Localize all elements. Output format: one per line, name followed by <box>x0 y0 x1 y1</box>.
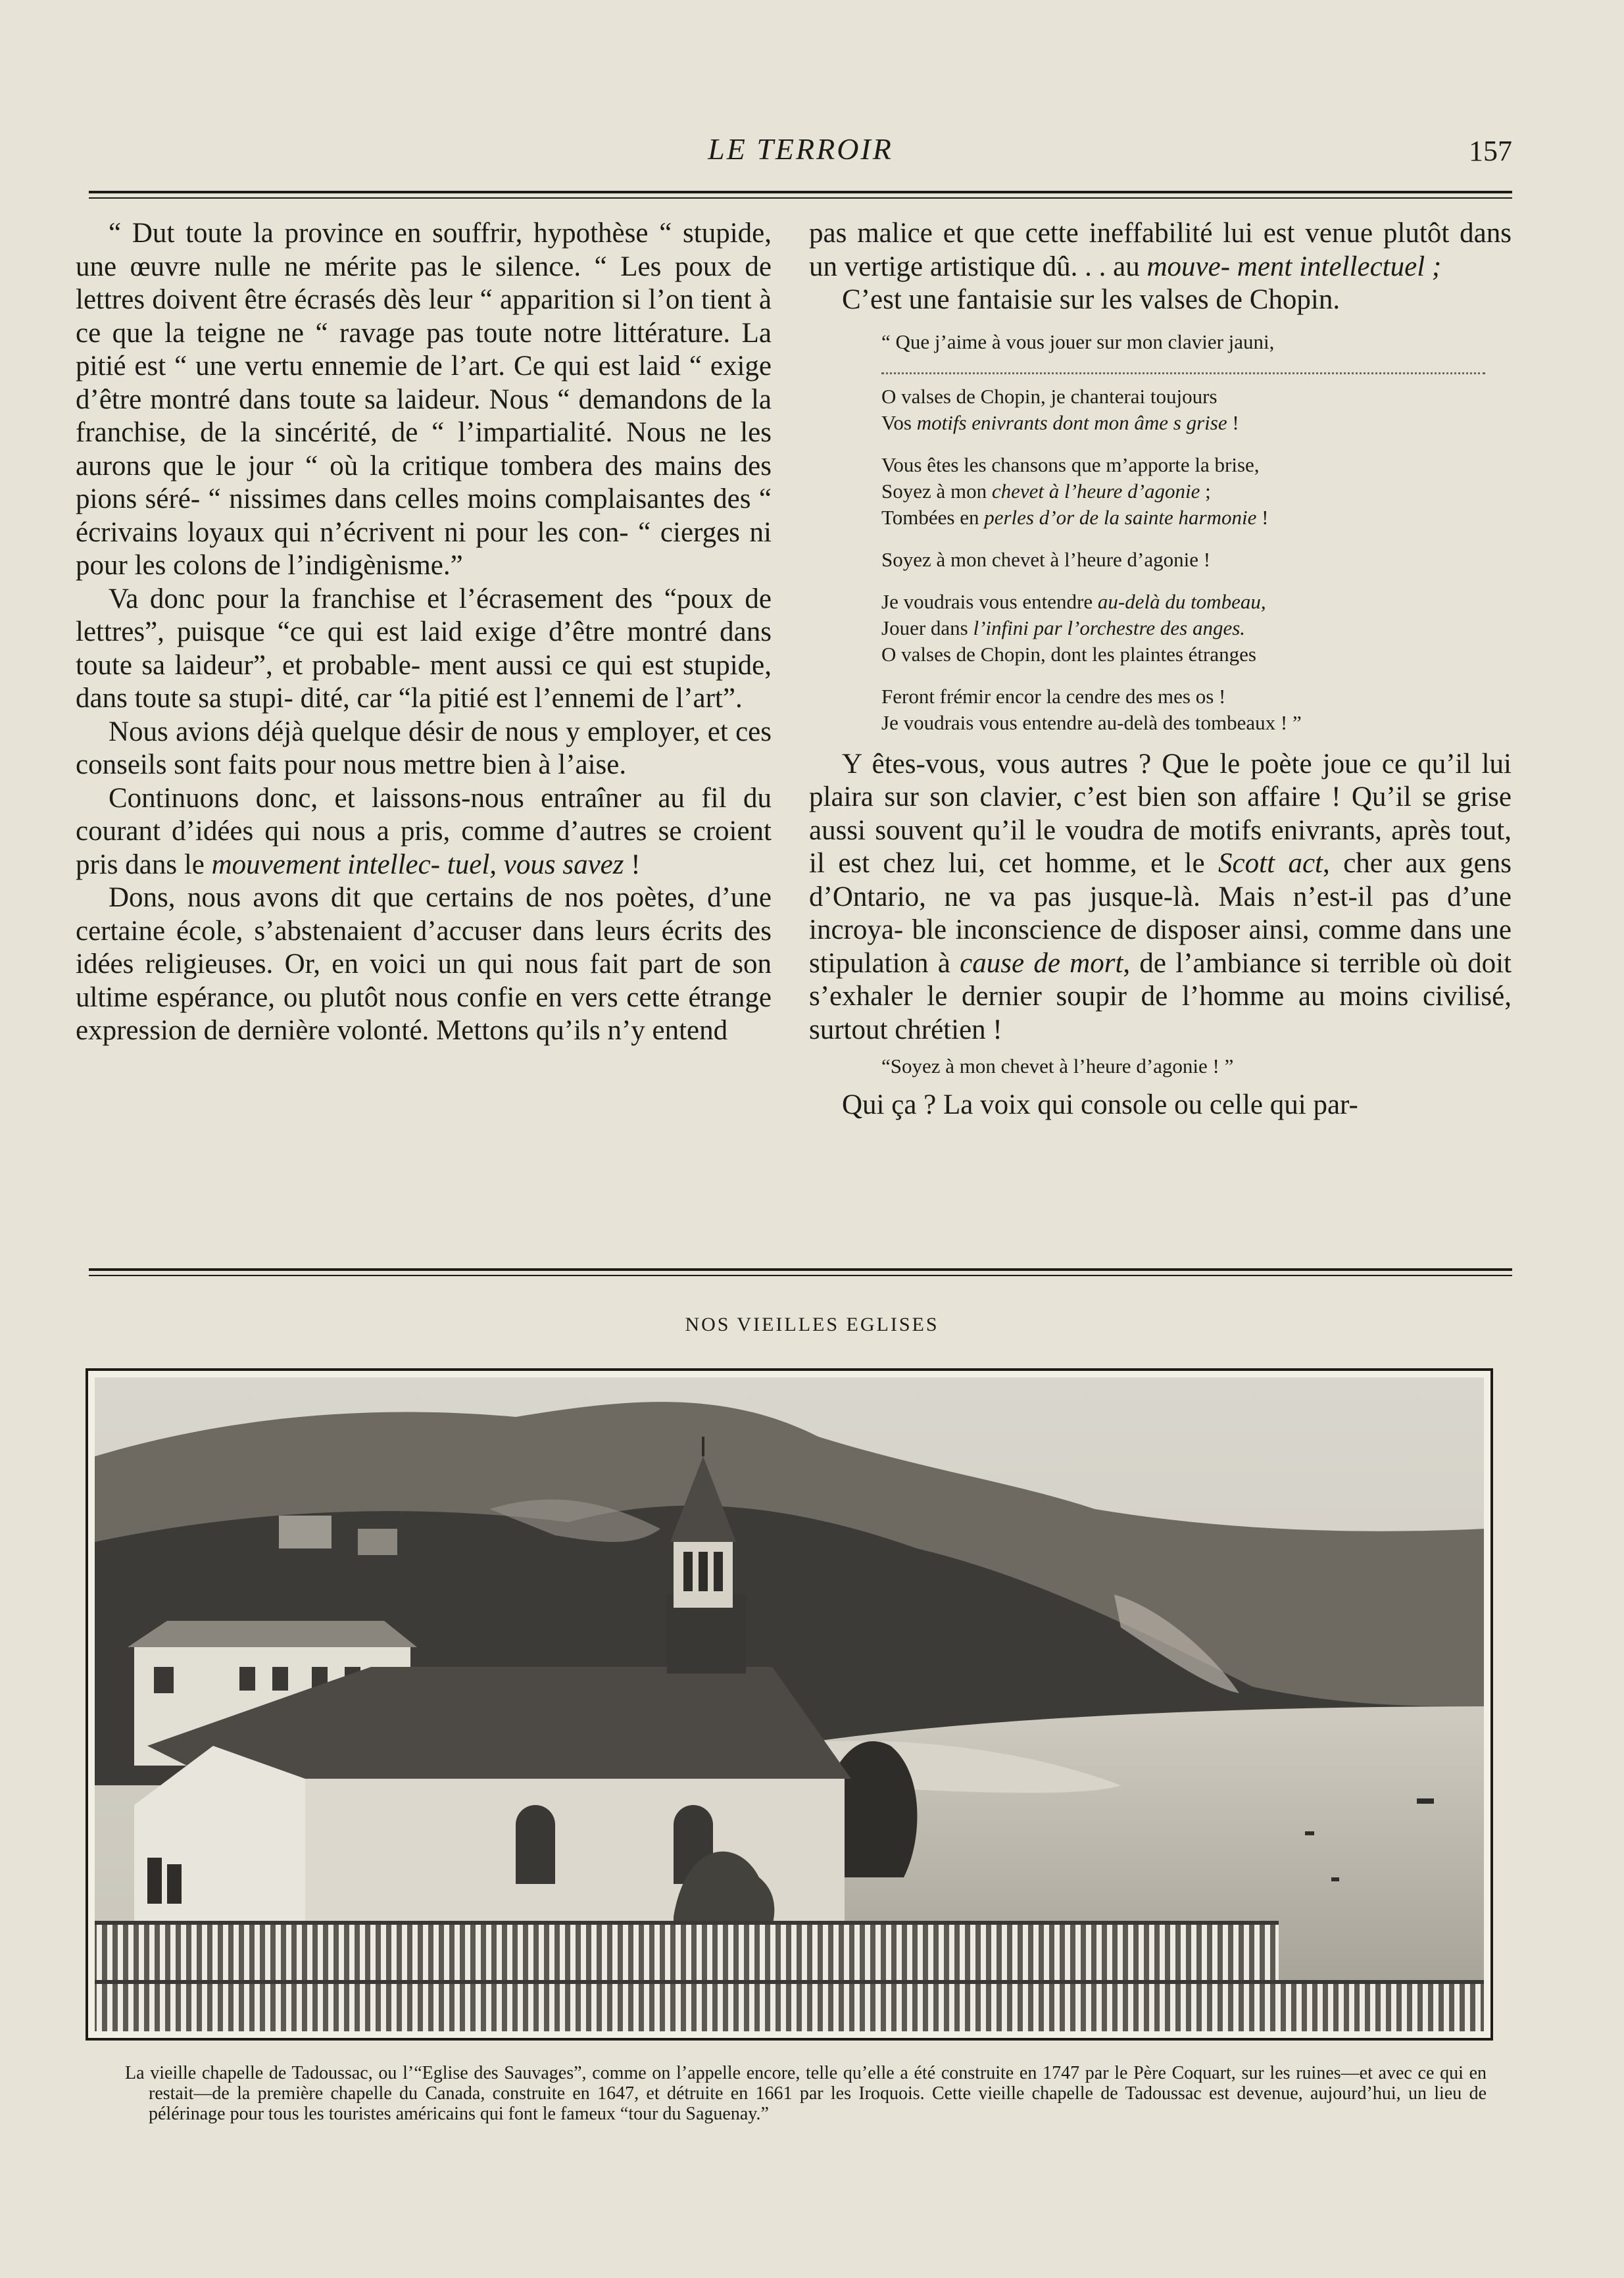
ellipsis-dotted-line <box>881 359 1485 374</box>
italic-text: Scott act <box>1218 848 1323 879</box>
text-run: ! <box>1256 505 1269 529</box>
poem-line: Feront frémir encor la cendre des mes os ! <box>881 684 1226 708</box>
section-rule <box>89 1268 1512 1276</box>
italic-text: mouvement intellec- tuel, vous savez <box>211 849 624 880</box>
text-run: Jouer dans <box>881 616 973 639</box>
paragraph <box>809 748 1512 1047</box>
text-run: ! <box>1227 410 1239 434</box>
running-head <box>89 132 1512 171</box>
text-run: ! <box>624 849 641 880</box>
text-run: ; <box>1200 479 1211 503</box>
italic-text: cause de mort <box>960 947 1123 979</box>
poem-stanza <box>881 589 1512 668</box>
text-run: Y êtes-vous, vous autres ? Que le poète joue ce qu’il lui plaira sur son clavier, c’est bien son affaire ! Qu’il se grise aussi souvent qu’il le voudra de motifs enivrants, après tout, il est chez lui, cet homme, et le <box>809 748 1512 879</box>
caption-text: La vieille chapelle de Tadoussac, ou l’“Eglise des Sauvages”, comme on l’appelle encore, telle qu’elle a été construite en 1747 par le Père Coquart, sur les ruines—et avec ce qui en restait—de la première chapelle du Canada, construite en 1647, et détruite en 1661 par les Iroquois. Cette vieille chapelle de Tadoussac est devenue, aujourd’hui, un lieu de pélérinage pour tous les touristes américains qui font le fameux “tour du Saguenay.” <box>125 2063 1487 2124</box>
poem-line <box>881 589 1512 615</box>
poem-stanza <box>881 384 1512 436</box>
poem-line <box>881 615 1512 641</box>
photo-frame <box>86 1368 1493 2041</box>
italic-text: chevet à l’heure d’agonie <box>991 479 1200 503</box>
text-run: , cher aux gens d’Ontario, ne va pas jusque-là. Mais n’est-il pas d’une incroya- ble inconscience de disposer ainsi, comme dans une stipulation à <box>809 848 1512 979</box>
italic-text: perles d’or de la sainte harmonie <box>984 505 1257 529</box>
poem-stanza <box>881 683 1512 736</box>
header-rule <box>89 191 1512 199</box>
poem-line: O valses de Chopin, je chanterai toujours <box>881 384 1218 408</box>
italic-text: l’infini par l’orchestre des anges. <box>973 616 1246 639</box>
poem <box>881 329 1512 736</box>
text-run: Je voudrais vous entendre <box>881 589 1098 613</box>
page-number: 157 <box>1469 135 1512 167</box>
quoted-verse: “Soyez à mon chevet à l’heure d’agonie ! ” <box>881 1054 1234 1077</box>
paragraph <box>809 217 1512 284</box>
poem-line <box>881 410 1512 436</box>
quoted-passage: “ Dut toute la province en souffrir, hypothèse “ stupide, une œuvre nulle ne mérite pas le silence. “ Les poux de lettres doivent être écrasés dès leur “ apparition si l’on tient à ce que la teigne ne “ ravage pas toute notre littérature. La pitié est “ une vertu ennemie de l’art. Ce qui est laid “ exige d’être montré dans toute sa laideur. Nous “ demandons de la franchise, de la sincérité, de “ l’impartialité. Nous ne les aurons que le jour “ où la critique tombera des mains des pions séré- “ nissimes dans celles moins complaisantes des “ écrivains loyaux qui n’écrivent ni pour les con- “ cierges ni pour les colons de l’indigènisme.” <box>76 218 772 581</box>
poem-line: O valses de Chopin, dont les plaintes étranges <box>881 642 1256 666</box>
italic-text: motifs enivrants dont mon âme s grise <box>916 410 1227 434</box>
journal-title: LE TERROIR <box>708 132 893 166</box>
text-run: Tombées en <box>881 505 985 529</box>
italic-text: au-delà du tombeau, <box>1097 589 1266 613</box>
paragraph: Dons, nous avons dit que certains de nos poètes, d’une certaine école, s’abstenaient d’accuser dans leurs écrits des idées religieuses. Or, en voici un qui nous fait part de son ultime espérance, ou plutôt nous confie en vers cette étrange expression de dernière volonté. Mettons qu’ils n’y entend <box>76 882 772 1046</box>
paragraph: Nous avions déjà quelque désir de nous y employer, et ces conseils sont faits pour nous mettre bien à l’aise. <box>76 716 772 780</box>
text-run: , de l’ambiance si terrible où doit s’exhaler le dernier soupir de l’homme au moins civilisé, surtout chrétien ! <box>809 947 1512 1045</box>
poem-line: “ Que j’aime à vous jouer sur mon clavier jauni, <box>881 330 1275 353</box>
poem-line: Je voudrais vous entendre au-delà des tombeaux ! ” <box>881 710 1302 734</box>
right-column <box>809 217 1512 1122</box>
poem-line <box>881 505 1512 531</box>
text-run: Continuons donc, et laissons-nous entraîner au fil du courant d’idées qui nous a pris, comme d’autres se croient pris dans le <box>76 782 772 880</box>
poem-line: Soyez à mon chevet à l’heure d’agonie ! <box>881 547 1211 571</box>
paragraph <box>76 782 772 882</box>
paragraph: Va donc pour la franchise et l’écrasement des “poux de lettres”, puisque “ce qui est laid exige d’être montré dans toute sa laideur”, et probable- ment aussi ce qui est stupide, dans toute sa stupi- dité, car “la pitié est l’ennemi de l’art”. <box>76 583 772 714</box>
text-run: Vos <box>881 410 917 434</box>
paragraph: C’est une fantaisie sur les valses de Chopin. <box>842 284 1341 315</box>
tadoussac-chapel-photo <box>95 1377 1484 2031</box>
left-column <box>76 217 772 1048</box>
photo-section-title: NOS VIEILLES EGLISES <box>685 1314 939 1335</box>
text-run: pas malice et que cette ineffabilité lui est venue plutôt dans un vertige artistique dû. . . au <box>809 218 1512 282</box>
poem-line <box>881 478 1512 505</box>
photo-caption <box>125 2063 1487 2124</box>
italic-text: mouve- ment intellectuel ; <box>1146 251 1442 282</box>
poem-stanza <box>881 452 1512 531</box>
poem-line: Vous êtes les chansons que m’apporte la brise, <box>881 453 1260 476</box>
text-run: Soyez à mon <box>881 479 992 503</box>
paragraph: Qui ça ? La voix qui console ou celle qui par- <box>842 1089 1358 1120</box>
poem-stanza <box>881 547 1512 573</box>
